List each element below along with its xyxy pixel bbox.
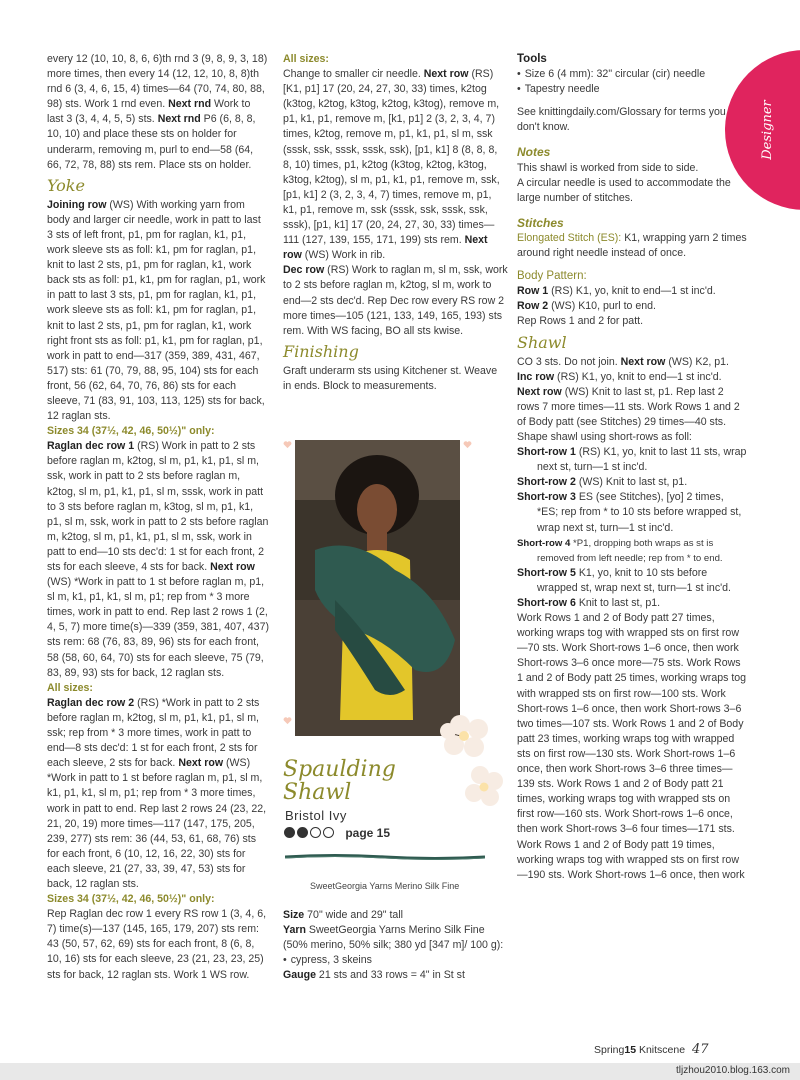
model-photo (295, 440, 460, 736)
page-reference: page 15 (345, 826, 391, 840)
row-2: Row 2 (WS) K10, purl to end. (517, 300, 656, 313)
short-row-6: Short-row 6 Knit to last st, p1. (517, 597, 661, 609)
body-pattern-heading: Body Pattern: (517, 270, 587, 283)
raglan-dec-row-1: Raglan dec row 1 (RS) Work in patt to 2 sts before raglan m, k2tog, sl m, p1, k1, p1, sl m, ssk, work in patt to 2 sts before raglan m, k2tog, sl m, p1, k1, p1, sl m, sssk, work in patt to 3 sts before raglan m, k3tog, sl m, p1, k1, p1, sl m, ssk, work in patt to 2 sts before raglan m, k2tog, sl m, p1, k1, p1, sl m, ssk, work in patt to end—10 sts dec'd: 1 st for each front, 2 sts for each sleeve, 4 sts for back. Next row (WS) *Work in patt to 1 st before raglan m, p1, sl m, k1, p1, k1, sl m, p1; rep from * 3 more times, work in patt to end. Rep last 2 rows 1 (2, 4, 5, 7) more time(s)—339 (359, 381, 407, 437) sts rem: 68 (76, 83, 89, 96) sts for each front, 58 (58, 60, 64, 70) sts for each sleeve, 75 (79, 83, 89, 93) sts for back, 12 raglan sts. (47, 440, 269, 679)
designer-tab (725, 50, 800, 210)
page-number: 47 (692, 1042, 709, 1057)
pattern-title: Spaulding Shawl (283, 757, 396, 805)
next-row: Next row (WS) Knit to last st, p1. Rep last 2 rows 7 more times—11 sts. Work Rows 1 and 2 of Body patt (see Stitches) 29 times—40 sts. Shape shawl using short-rows as foll: (517, 385, 740, 443)
photo-illustration (295, 440, 460, 736)
body-paragraph: every 12 (10, 10, 8, 6, 6)th rnd 3 (9, 8, 9, 3, 18) more times, then every 14 (12, 12, 10, 8, 8)th rnd 6 (3, 4, 6, 15, 4) times—64 (70, 74, 80, 88, 98) sts. Work 1 rnd even. Next rnd Work to last 3 (3, 4, 4, 5, 5) sts. Next rnd P6 (6, 8, 8, 10, 10) and place these sts on holder for underarm, removing m, purl to end—58 (64, 66, 72, 78, 88) sts rem. Place sts on holder. (47, 53, 268, 171)
skill-level (284, 826, 390, 840)
column-3 (517, 52, 747, 883)
gauge-spec: Gauge 21 sts and 33 rows = 4" in St st (283, 969, 465, 982)
all-sizes-subheading: All sizes: (283, 53, 329, 65)
short-row-3: Short-row 3 ES (see Stitches), [yo] 2 times, *ES; rep from * to 10 sts before wrapped st, wrap next st, turn—1 st inc'd. (517, 491, 742, 534)
heart-icon (283, 440, 292, 449)
body-paragraph: Rep Raglan dec row 1 every RS row 1 (3, 4, 6, 7) time(s)—137 (145, 165, 179, 207) sts rem: 43 (50, 57, 62, 69) sts for each front, 8 (6, 8, 10, 16) sts for each sleeve, 23 (21, 23, 23, 25) sts for back, 12 raglan sts. Work 1 WS row. (47, 908, 267, 981)
all-sizes-subheading: All sizes: (47, 681, 93, 694)
section-heading-shawl: Shawl (517, 332, 567, 352)
page-footer: Spring15 Knitscene 47 (594, 1042, 709, 1057)
raglan-dec-row-2: Raglan dec row 2 (RS) *Work in patt to 2 sts before raglan m, k2tog, sl m, p1, k1, p1, sl m, ssk; rep from * 3 more times, work in patt to end—8 sts dec'd: 1 st for each front, 2 sts for each sleeve, 2 sts for back. Next row (WS) *Work in patt to 1 st before raglan m, p1, sl m, k1, p1, k1, sl m, p1; rep from * 3 more times, work in patt to end. Rep last 2 rows 24 (23, 22, 21, 20, 19) more times—117 (147, 175, 205, 239, 277) sts rem: 36 (44, 53, 61, 68, 76) sts for each front, 6 (10, 12, 16, 22, 30) sts for each sleeve, 21 (27, 33, 39, 47, 53) sts for back, 12 raglan sts. (47, 696, 267, 890)
heart-icon (463, 440, 472, 449)
size-spec: Size 70" wide and 29" tall (283, 909, 404, 921)
tool-item: • Size 6 (4 mm): 32" circular (cir) needle (517, 67, 747, 82)
short-row-4: Short-row 4 *P1, dropping both wraps as st is removed from left needle; rep from * to end. (517, 537, 723, 564)
notes-heading: Notes (517, 145, 551, 160)
body-paragraph: Work Rows 1 and 2 of Body patt 27 times, working wraps tog with wrapped sts on first row—70 sts. Work Short-rows 1–6 once, then work Short-rows 3–6 once more—75 sts. Work Rows 1 and 2 of Body patt 25 times, working wraps tog with wrapped sts on first row—100 sts. Work Short-rows 1–6 once, then work Short-rows 3–6 two times—107 sts. Work Rows 1 and 2 of Body patt 23 times, working wraps tog with wrapped sts on first row—130 sts. Work Short-rows 1–6 once, then work Short-rows 3–6 three times—139 sts. Work Rows 1 and 2 of Body patt 21 times, working wraps tog with wrapped sts on first row—160 sts. Work Short-rows 1–6 once, then work Short-rows 3–6 four times—171 sts. Work Rows 1 and 2 of Body patt 19 times, working wraps tog with wrapped sts on first row—190 sts. Work Short-rows 1–6 once, then work (517, 612, 747, 881)
row-1: Row 1 (RS) K1, yo, knit to end—1 st inc'd. (517, 285, 716, 298)
short-row-1: Short-row 1 (RS) K1, yo, knit to last 11 sts, wrap next st, turn—1 st inc'd. (517, 446, 747, 474)
rep-rows: Rep Rows 1 and 2 for patt. (517, 315, 644, 328)
inc-row: Inc row (RS) K1, yo, knit to end—1 st inc'd. (517, 370, 722, 383)
yarn-color: • cypress, 3 skeins (283, 953, 508, 968)
stitch-es: Elongated Stitch (ES): K1, wrapping yarn 2 times around right needle instead of once. (517, 231, 747, 260)
tools-heading: Tools (517, 53, 547, 65)
size-subheading: Sizes 34 (37½, 42, 46, 50½)" only: (47, 893, 215, 906)
watermark-bar (0, 1063, 800, 1080)
skill-dot-empty (323, 827, 334, 838)
yarn-strand-image (285, 852, 485, 862)
short-row-5: Short-row 5 K1, yo, knit to 10 sts before wrapped st, wrap next st, turn—1 st inc'd. (517, 566, 731, 594)
note-item: A circular needle is used to accommodate the large number of stitches. (517, 176, 731, 204)
heart-icon (283, 716, 292, 725)
dec-row: Dec row (RS) Work to raglan m, sl m, ssk, work to 2 sts before raglan m, k2tog, sl m, work to end—2 sts dec'd. Rep Dec row every RS row 2 more times—105 (121, 133, 149, 165, 193) sts rem. With WS facing, BO all sts kwise. (283, 264, 508, 337)
skill-dot-empty (310, 827, 321, 838)
body-paragraph: Graft underarm sts using Kitchener st. Weave in ends. Block to measurements. (283, 364, 498, 392)
stitches-heading: Stitches (517, 215, 564, 230)
designer-name: Bristol Ivy (285, 808, 347, 823)
pattern-specs (283, 908, 508, 983)
yarn-spec: Yarn SweetGeorgia Yarns Merino Silk Fine (50% merino, 50% silk; 380 yd [347 m]/ 100 g): (283, 924, 504, 952)
skill-dot-filled (297, 827, 308, 838)
column-1 (47, 52, 269, 983)
designer-tab-label: Designer (760, 100, 775, 160)
column-2 (283, 52, 508, 394)
note-item: This shawl is worked from side to side. (517, 161, 699, 174)
yarn-caption: SweetGeorgia Yarns Merino Silk Fine (310, 881, 460, 891)
skill-dot-filled (284, 827, 295, 838)
glossary-note: See knittingdaily.com/Glossary for terms you don't know. (517, 106, 726, 134)
body-paragraph: Change to smaller cir needle. Next row (RS) [K1, p1] 17 (20, 24, 27, 30, 33) times, k2tog (k3tog, k2tog, k3tog, k2tog, k3tog), remove m, p1, k1, p1, remove m, [k1, p1] 2 (3, 2, 3, 4, 7) times, k2tog, remove m, p1, k1, p1, sl m, ssk (sssk, ssk, sssk, sssk, ssk), [p1, k1] 8 (8, 8, 8, 8, 10) times, p1, k2tog (k3tog, k2tog, k3tog, k3tog, k2tog), sl m, p1, k1, p1, remove m, ssk, [p1, k1] 2 (3, 2, 3, 4, 7) times, remove m, p1, k1, p1, remove m, ssk (sssk, ssk, sssk, ssk, sssk), [p1, k1] 17 (20, 24, 27, 30, 33) times—111 (127, 139, 155, 171, 199) sts rem. Next row (WS) Work in rib. (283, 68, 500, 262)
size-subheading: Sizes 34 (37½, 42, 46, 50½)" only: (47, 425, 215, 438)
section-heading-yoke: Yoke (47, 175, 85, 195)
cast-on: CO 3 sts. Do not join. Next row (WS) K2, p1. (517, 355, 729, 368)
short-row-2: Short-row 2 (WS) Knit to last st, p1. (517, 476, 688, 489)
section-heading-finishing: Finishing (283, 341, 359, 361)
watermark-text: tljzhou2010.blog.163.com (676, 1065, 790, 1076)
tool-item: • Tapestry needle (517, 82, 747, 97)
joining-row: Joining row (WS) With working yarn from body and larger cir needle, work in patt to last 3 sts of left front, p1, pm for raglan, k1, p1, work sleeve sts as foll: k1, pm for raglan, p1, knit to last 2 sts, p1, pm for raglan, k1, work back sts as foll: p1, k1, pm for raglan, p1, work in patt to last 3 sts, p1, pm for raglan, k1, p1, work sleeve sts as foll: k1, pm for raglan, p1, knit to last 2 sts, p1, pm for raglan, k1, work right front sts as foll: p1, k1, pm for raglan, p1, work in patt to end—317 (359, 389, 431, 467, 517) sts: 61 (70, 79, 88, 95, 104) sts for each front, 56 (62, 64, 70, 76, 86) sts for each sleeve, 71 (83, 91, 103, 113, 125) sts for back, 12 raglan sts. (47, 198, 266, 423)
